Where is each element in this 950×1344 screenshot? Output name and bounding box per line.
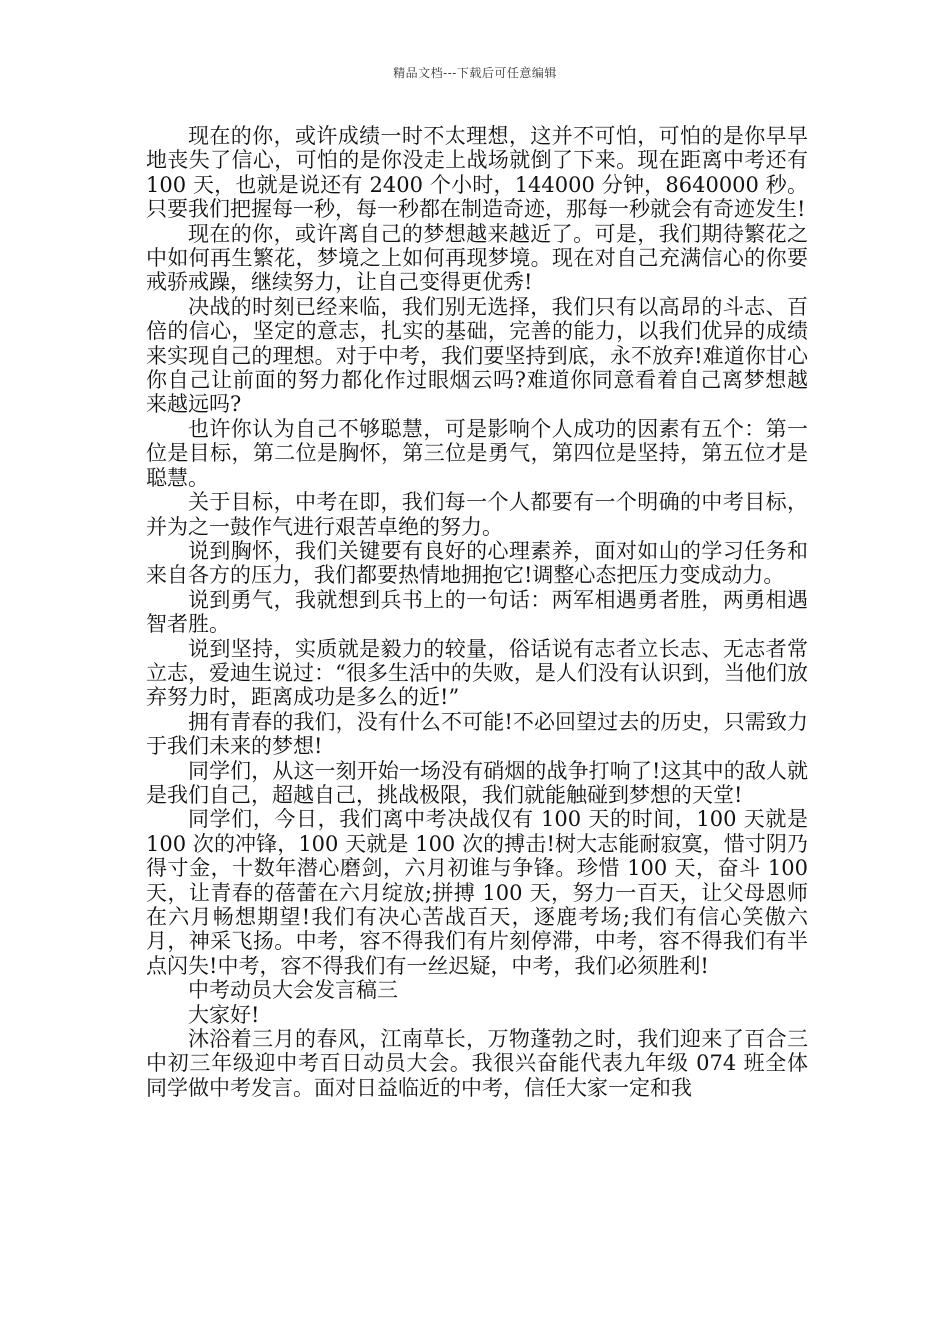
paragraph: 同学们，从这一刻开始一场没有硝烟的战争打响了!这其中的敌人就是我们自己，超越自己，挑战极限，我们就能触碰到梦想的天堂! [146,758,808,807]
paragraph: 现在的你，或许离自己的梦想越来越近了。可是，我们期待繁花之中如何再生繁花，梦境之上如何再现梦境。现在对自己充满信心的你要戒骄戒躁，继续努力，让自己变得更优秀! [146,221,808,295]
paragraph: 沐浴着三月的春风，江南草长，万物蓬勃之时，我们迎来了百合三中初三年级迎中考百日动员大会。我很兴奋能代表九年级 074 班全体同学做中考发言。面对日益临近的中考，信任大家一定和我 [146,1027,808,1100]
paragraph: 现在的你，或许成绩一时不太理想，这并不可怕，可怕的是你早早地丧失了信心，可怕的是你没走上战场就倒了下来。现在距离中考还有 100 天，也就是说还有 2400 个小时，144000 分钟，8640000 秒。只要我们把握每一秒，每一秒都在制造奇迹，那每一秒就会有奇迹发生! [146,124,808,222]
paragraph: 决战的时刻已经来临，我们别无选择，我们只有以高昂的斗志、百倍的信心，坚定的意志，扎实的基础，完善的能力，以我们优异的成绩来实现自己的理想。对于中考，我们要坚持到底，永不放弃!难道你甘心你自己让前面的努力都化作过眼烟云吗?难道你同意看着自己离梦想越来越远吗? [146,294,808,417]
document-body [146,124,808,1100]
page-header: 精品文档---下载后可任意编辑 [393,66,557,80]
paragraph: 说到坚持，实质就是毅力的较量，俗话说有志者立长志、无志者常立志，爱迪生说过：“很多生活中的失败，是人们没有认识到，当他们放弃努力时，距离成功是多么的近!” [146,636,808,710]
greeting: 大家好! [188,1002,260,1027]
paragraph: 拥有青春的我们，没有什么不可能!不必回望过去的历史，只需致力于我们未来的梦想! [146,709,808,759]
section-title: 中考动员大会发言稿三 [188,978,398,1003]
paragraph: 说到勇气，我就想到兵书上的一句话：两军相遇勇者胜，两勇相遇智者胜。 [146,587,808,637]
paragraph: 说到胸怀，我们关键要有良好的心理素养，面对如山的学习任务和来自各方的压力，我们都要热情地拥抱它!调整心态把压力变成动力。 [146,538,808,588]
paragraph: 关于目标，中考在即，我们每一个人都要有一个明确的中考目标，并为之一鼓作气进行艰苦卓绝的努力。 [146,490,808,539]
paragraph: 同学们，今日，我们离中考决战仅有 100 天的时间，100 天就是 100 次的冲锋，100 天就是 100 次的搏击!树大志能耐寂寞，惜寸阴乃得寸金，十数年潜心磨剑，六月初谁与争锋。珍惜 100 天，奋斗 100 天，让青春的蓓蕾在六月绽放;拼搏 100 天，努力一百天，让父母恩师在六月畅想期望!我们有决心苦战百天，逐鹿考场;我们有信心笑傲六月，神采飞扬。中考，容不得我们有片刻停滞，中考，容不得我们有半点闪失!中考，容不得我们有一丝迟疑，中考，我们必须胜利! [146,807,808,978]
paragraph: 也许你认为自己不够聪慧，可是影响个人成功的因素有五个：第一位是目标，第二位是胸怀，第三位是勇气，第四位是坚持，第五位才是聪慧。 [146,416,808,490]
